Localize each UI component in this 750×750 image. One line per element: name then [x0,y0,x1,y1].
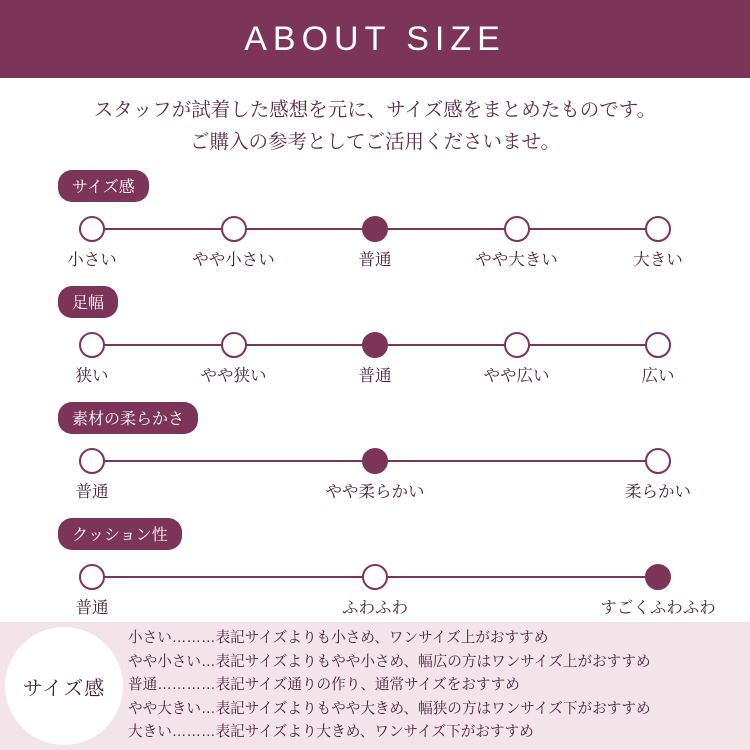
scale-node-dot[interactable] [504,216,530,242]
legend-badge-label: サイズ感 [22,677,106,700]
scale-node-label: 狭い [75,367,109,386]
legend-line: やや大きい…表記サイズよりもやや大きめ、幅狭の方はワンサイズ下がおすすめ [128,700,651,717]
scale-node-dot[interactable] [645,448,671,474]
scale-list [0,170,750,618]
scale-node[interactable] [305,440,445,502]
scale-node-label: 普通 [358,367,392,386]
scale-node[interactable] [588,440,728,502]
scale-node-dot-selected[interactable] [645,564,671,590]
scale-node-dot[interactable] [504,332,530,358]
legend-line: やや小さい…表記サイズよりもやや小さめ、幅広の方はワンサイズ上がおすすめ [128,653,651,670]
scale-node[interactable] [22,324,162,386]
scale-node-label: すごくふわふわ [600,599,716,618]
scale-node-label: やや広い [483,367,550,386]
scale-node-group [58,324,692,386]
intro-text [0,94,750,158]
scale-node-label: やや柔らかい [325,483,425,502]
scale-label: 足幅 [58,286,118,318]
scale-node-dot[interactable] [79,332,105,358]
scale-node[interactable] [164,324,304,386]
scale-node-label: やや狭い [200,367,267,386]
legend-badge [0,627,128,745]
scale-node-dot[interactable] [79,448,105,474]
legend-panel [0,622,750,750]
scale-track [58,556,716,618]
legend-line: 大きい………表記サイズより大きめ、ワンサイズ下がおすすめ [128,724,534,741]
scale-node-dot-selected[interactable] [362,332,388,358]
scale-node[interactable] [305,556,445,618]
scale-track [58,440,692,502]
scale-label: 素材の柔らかさ [58,402,198,434]
intro-line-1: スタッフが試着した感想を元に、サイズ感をまとめたものです。 [93,99,657,121]
scale-node[interactable] [305,324,445,386]
legend-badge-circle [5,627,123,745]
scale-node[interactable] [22,208,162,270]
scale-label: クッション性 [58,518,182,550]
scale-block [58,170,692,270]
scale-node-group [58,208,692,270]
scale-node[interactable] [447,208,587,270]
scale-node-dot[interactable] [362,564,388,590]
scale-node-group [58,556,716,618]
scale-node-label: 大きい [633,251,683,270]
scale-node[interactable] [447,324,587,386]
page-title: ABOUT SIZE [244,19,506,58]
scale-node-label: ふわふわ [342,599,408,618]
scale-block [58,286,692,386]
scale-node[interactable] [22,556,162,618]
legend-lines [128,627,750,745]
scale-track [58,208,692,270]
scale-node-dot-selected[interactable] [362,448,388,474]
scale-node-label: やや大きい [475,251,558,270]
scale-node-label: 普通 [75,483,109,502]
scale-node[interactable] [588,556,728,618]
scale-node[interactable] [588,324,728,386]
scale-node-label: 広い [641,367,675,386]
scale-node[interactable] [305,208,445,270]
scale-node-group [58,440,692,502]
scale-node-label: 小さい [67,251,117,270]
scale-node-label: 普通 [358,251,392,270]
scale-track [58,324,692,386]
scale-node[interactable] [588,208,728,270]
scale-label: サイズ感 [58,170,149,202]
scale-node-label: 柔らかい [625,483,691,502]
scale-node-dot[interactable] [79,216,105,242]
scale-node[interactable] [22,440,162,502]
scale-node-dot[interactable] [221,216,247,242]
scale-node-dot[interactable] [645,332,671,358]
scale-node-label: やや小さい [192,251,275,270]
legend-line: 小さい………表記サイズよりも小さめ、ワンサイズ上がおすすめ [128,629,549,646]
scale-block [58,518,716,618]
scale-node[interactable] [164,208,304,270]
intro-line-2: ご購入の参考としてご活用くださいませ。 [190,131,560,154]
scale-node-dot[interactable] [79,564,105,590]
scale-block [58,402,692,502]
scale-node-label: 普通 [75,599,109,618]
scale-node-dot[interactable] [221,332,247,358]
scale-node-dot[interactable] [645,216,671,242]
legend-line: 普通…………表記サイズ通りの作り、通常サイズをおすすめ [128,677,520,694]
header-banner [0,0,750,78]
scale-node-dot-selected[interactable] [362,216,388,242]
